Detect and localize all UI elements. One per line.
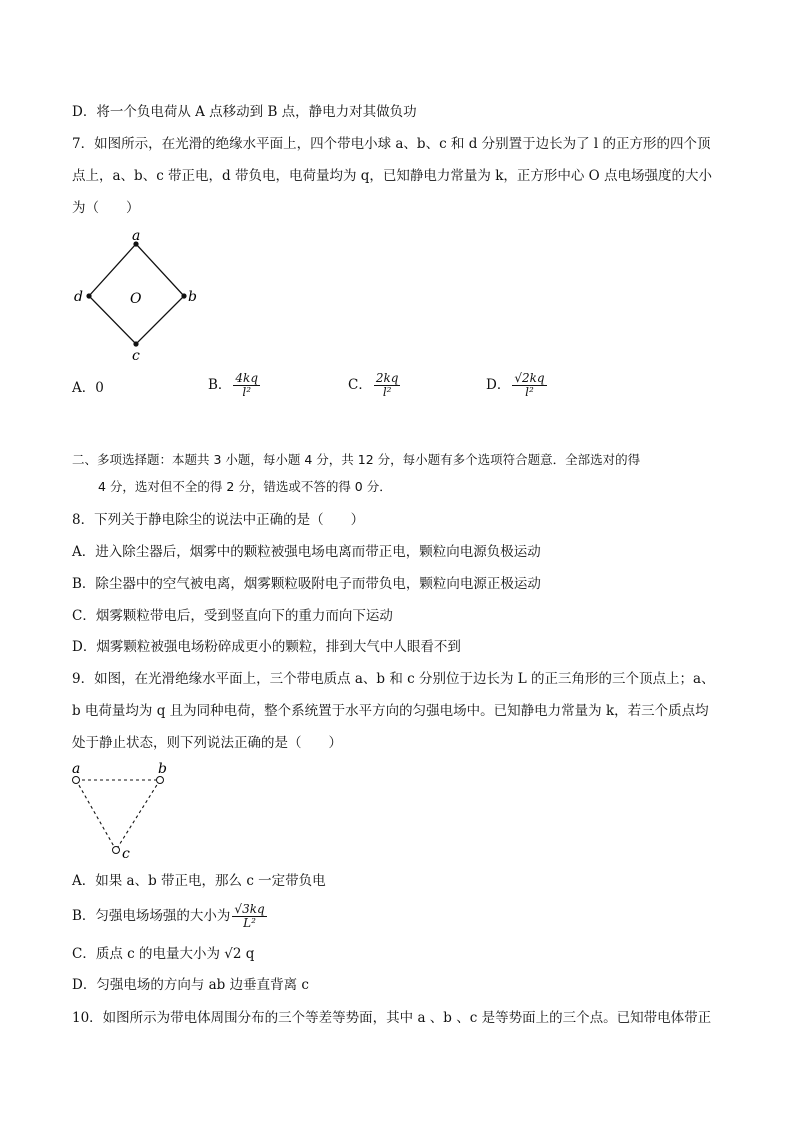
q8-option-d: D．烟雾颗粒被强电场粉碎成更小的颗粒，排到大气中人眼看不到 (72, 639, 461, 655)
q7-option-c: C． $\frac{2kq}{\text{l²}}$ (348, 371, 399, 399)
q9-stem-line1: 9．如图，在光滑绝缘水平面上，三个带电质点 a、b 和 c 分别位于边长为 L 的正三角形的三个顶点上；a、 (72, 671, 715, 687)
q9-stem-line3: 处于静止状态，则下列说法正确的是（ ） (72, 735, 342, 751)
q7-label-c: c (132, 348, 140, 364)
q7-stem-line3: 为（ ） (72, 200, 140, 216)
q7-label-a: a (132, 228, 141, 244)
q9-option-c: C．质点 c 的电量大小为 √2 q (72, 946, 255, 962)
q9-triangle-diagram (66, 758, 186, 862)
q9-stem-line2: b 电荷量均为 q 且为同种电荷，整个系统置于水平方向的匀强电场中。已知静电力常量为 k，若三个质点均 (72, 703, 709, 719)
q10-stem-line1: 10．如图所示为带电体周围分布的三个等差等势面，其中 a 、b 、c 是等势面上的三个点。已知带电体带正 (72, 1010, 712, 1026)
q9-label-a: a (72, 761, 81, 777)
q7-label-b: b (188, 289, 197, 305)
q9-option-d: D．匀强电场的方向与 ab 边垂直背离 c (72, 977, 309, 993)
q7-square-diagram (70, 228, 210, 368)
q6-option-d: D．将一个负电荷从 A 点移动到 B 点，静电力对其做负功 (72, 104, 417, 120)
section2-heading-line2: 4 分，选对但不全的得 2 分，错选或不答的得 0 分． (98, 479, 392, 494)
section2-heading-line1: 二、多项选择题：本题共 3 小题，每小题 4 分，共 12 分，每小题有多个选项符合题意．全部选对的得 (72, 452, 641, 467)
q8-option-b: B．除尘器中的空气被电离，烟雾颗粒吸附电子而带负电，颗粒向电源正极运动 (72, 576, 541, 592)
q7-stem-line2: 点上，a、b、c 带正电，d 带负电，电荷量均为 q，已知静电力常量为 k，正方形中心 O 点电场强度的大小 (72, 168, 713, 184)
q7-option-a: A．0 (72, 380, 104, 396)
q8-stem: 8．下列关于静电除尘的说法中正确的是（ ） (72, 512, 365, 528)
q8-option-a: A．进入除尘器后，烟雾中的颗粒被强电场电离而带正电，颗粒向电源负极运动 (72, 544, 541, 560)
q7-label-d: d (74, 289, 83, 305)
q7-option-d: D． $\frac{√2kq}{\text{l²}}$ (486, 371, 545, 399)
q9-label-c: c (122, 846, 130, 862)
q9-option-a: A．如果 a、b 带正电，那么 c 一定带负电 (72, 873, 326, 889)
q9-option-b: B．匀强电场场强的大小为 $\frac{√3kq}{\text{L²}}$ (72, 902, 265, 930)
q7-label-o: O (130, 291, 142, 307)
q9-label-b: b (158, 761, 167, 777)
q7-stem-line1: 7．如图所示，在光滑的绝缘水平面上，四个带电小球 a、b、c 和 d 分别置于边长为了 l 的正方形的四个顶 (72, 136, 711, 152)
q8-option-c: C．烟雾颗粒带电后，受到竖直向下的重力而向下运动 (72, 608, 393, 624)
q7-option-b: B． $\frac{4kq}{\text{l²}}$ (208, 371, 259, 399)
